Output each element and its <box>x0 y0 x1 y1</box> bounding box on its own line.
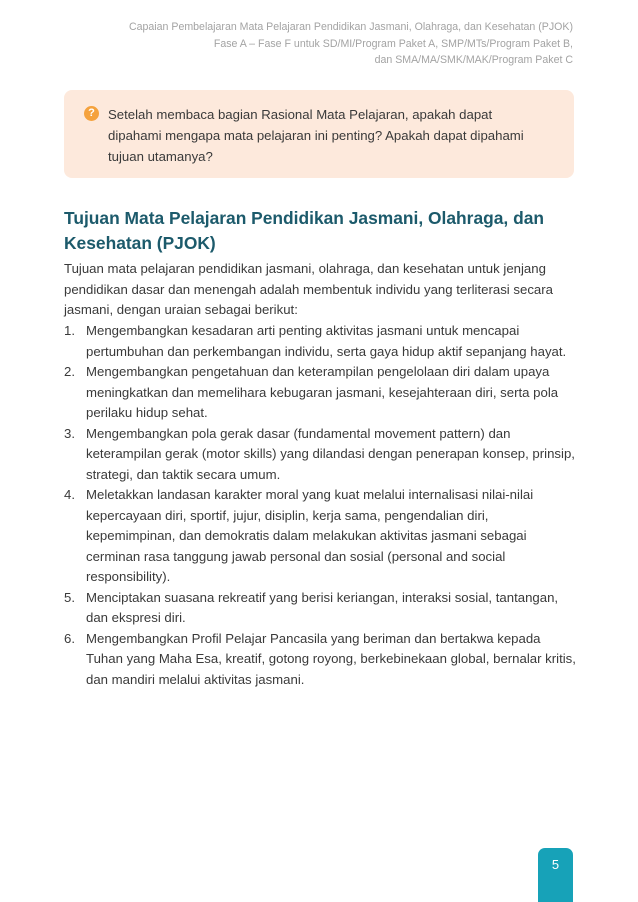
list-item <box>64 588 578 629</box>
header-line-2: Fase A – Fase F untuk SD/MI/Program Paket A, SMP/MTs/Program Paket B, <box>213 37 573 50</box>
list-item-text: Menciptakan suasana rekreatif yang berisi keriangan, interaksi sosial, tantangan, dan ekspresi diri. <box>86 589 559 625</box>
header-line-1: Capaian Pembelajaran Mata Pelajaran Pendidikan Jasmani, Olahraga, dan Kesehatan (PJOK) <box>128 21 573 33</box>
page-number-tab: 5 <box>538 848 573 902</box>
list-item-text: Meletakkan landasan karakter moral yang kuat melalui internalisasi nilai-nilai kepercayaan diri, sportif, jujur, disiplin, kerja sama, pengendalian diri, kepemimpinan, dan demokratis dalam melakukan aktivitas jasmani sebagai cerminan rasa tanggung jawab personal dan sosial (personal and social responsibility). <box>86 487 534 584</box>
list-item-text: Mengembangkan pengetahuan dan keterampilan pengelolaan diri dalam upaya meningkatkan dan memelihara kebugaran jasmani, kesejahteraan diri, serta pola perilaku hidup sehat. <box>86 364 559 420</box>
section-title: Tujuan Mata Pelajaran Pendidikan Jasmani, Olahraga, dan Kesehatan (PJOK) <box>64 208 544 253</box>
list-item-number: 5. <box>64 589 75 605</box>
list-item-text: Mengembangkan pola gerak dasar (fundamental movement pattern) dan keterampilan gerak (motor skills) yang dilandasi dengan penerapan konsep, prinsip, strategi, dan taktik secara umum. <box>86 425 575 482</box>
callout-text: Setelah membaca bagian Rasional Mata Pelajaran, apakah dapat dipahami mengapa mata pelajaran ini penting? Apakah dapat dipahami tujuan utamanya? <box>108 107 524 164</box>
list-item-number: 4. <box>64 487 75 502</box>
intro-paragraph: Tujuan mata pelajaran pendidikan jasmani, olahraga, dan kesehatan untuk jenjang pendidikan dasar dan menengah adalah membentuk individu yang terliterasi secara jasmani, dengan uraian sebagai berikut: <box>64 261 553 317</box>
list-item <box>64 321 578 362</box>
list-item <box>64 629 578 691</box>
list-item <box>64 485 578 588</box>
list-item <box>64 362 578 424</box>
list-item-number: 1. <box>64 323 75 338</box>
list-item-number: 6. <box>64 630 75 646</box>
list-item <box>64 424 578 486</box>
running-header <box>93 19 573 69</box>
objectives-list <box>64 321 578 690</box>
list-item-text: Mengembangkan Profil Pelajar Pancasila yang beriman dan bertakwa kepada Tuhan yang Maha Esa, kreatif, gotong royong, berkebinekaan global, bernalar kritis, dan mandiri melalui aktivitas jasmani. <box>86 630 576 687</box>
list-item-text: Mengembangkan kesadaran arti penting aktivitas jasmani untuk mencapai pertumbuhan dan perkembangan individu, serta gaya hidup aktif sepanjang hayat. <box>86 323 567 359</box>
question-circle-icon: ? <box>84 106 99 121</box>
list-item-number: 2. <box>64 364 75 379</box>
list-item-number: 3. <box>64 425 75 441</box>
reflection-callout <box>64 90 574 178</box>
header-line-3: dan SMA/MA/SMK/MAK/Program Paket C <box>374 54 573 66</box>
